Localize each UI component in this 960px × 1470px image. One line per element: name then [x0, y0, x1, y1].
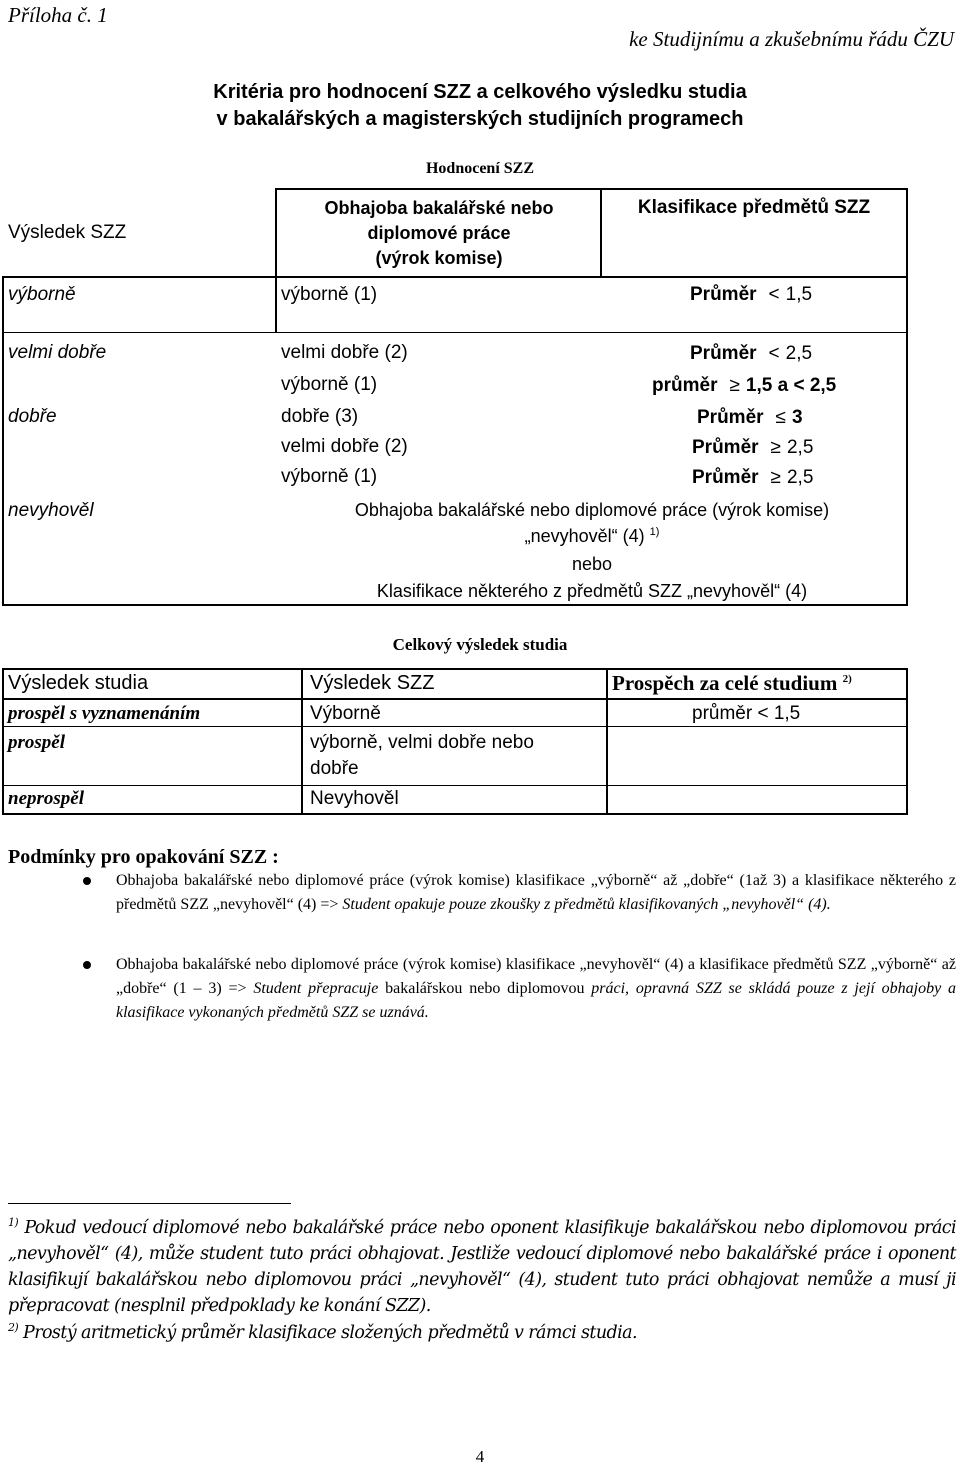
bullet-icon — [83, 961, 91, 969]
annex-label: Příloha č. 1 — [8, 3, 108, 27]
szz-result-cell: výborně, velmi dobře nebo — [310, 732, 534, 753]
grade-cell: průměr < 1,5 — [692, 703, 801, 724]
study-result-cell: prospěl s vyznamenáním — [8, 703, 201, 724]
szz-header-bottom-rule — [2, 276, 908, 278]
szz-result-cell: nevyhověl — [8, 500, 94, 521]
szz-defense-cell: velmi dobře (2) — [281, 436, 408, 457]
overall-col-divider — [606, 668, 608, 815]
szz-result-cell: dobře — [8, 406, 57, 427]
szz-defense-cell: velmi dobře (2) — [281, 342, 408, 363]
condition-item: Obhajoba bakalářské nebo diplomové práce (výrok komise) klasifikace „výborně“ až „dobře“ (1až 3) a klasifikace některého z předmětů SZZ „nevyhověl“ (4) => Student opakuje pouze zkoušky z předmětů klasifikovaných „nevyhověl“ (4). — [116, 872, 956, 913]
overall-section-title: Celkový výsledek studia — [392, 635, 568, 654]
footnote-separator — [8, 1203, 291, 1204]
szz-average-cell: Průměr ≥ 2,5 — [692, 437, 814, 458]
szz-result-cell: výborně — [8, 284, 76, 305]
szz-result-cell: Nevyhověl — [310, 788, 399, 809]
fail-condition-line: Obhajoba bakalářské nebo diplomové práce (výrok komise) — [354, 500, 830, 520]
szz-average-cell: Průměr ≤ 3 — [697, 407, 803, 428]
szz-result-cell-line2: dobře — [310, 758, 359, 779]
regulation-reference: ke Studijnímu a zkušebnímu řádu ČZU — [629, 27, 954, 51]
overall-right-border — [906, 668, 908, 815]
bullet-icon — [83, 877, 91, 885]
szz-right-border — [906, 188, 908, 606]
col-header-szz-result: Výsledek SZZ — [310, 672, 435, 694]
szz-result-cell: velmi dobře — [8, 342, 107, 363]
overall-row-rule — [2, 785, 908, 786]
overall-header-rule — [2, 698, 908, 700]
page-title: Kritéria pro hodnocení SZZ a celkového výsledku studia — [213, 81, 747, 103]
overall-bottom-rule — [2, 813, 908, 815]
szz-defense-cell: dobře (3) — [281, 406, 359, 427]
footnote-1: $^{1)}$ Pokud vedoucí diplomové nebo bakalářské práce nebo oponent klasifikuje bakalářskou nebo diplomovou práci „nevyhověl“ (4), může student tuto práci obhajovat. Jestliže vedoucí diplomové nebo bakalářské práce i oponent klasifikují bakalářskou nebo diplomovou práci „nevyhověl“ (4), student tuto práci obhajovat nemůže a musí ji přepracovat (nesplnil předpoklady ke konání SZZ). — [8, 1216, 956, 1316]
szz-average-cell: Průměr ≥ 2,5 — [692, 467, 814, 488]
szz-defense-cell: výborně (1) — [281, 284, 378, 305]
fail-condition-line: „nevyhověl“ (4) $^{1)}$ — [524, 526, 660, 546]
footnote-2: $^{2)}$ Prostý aritmetický průměr klasifikace složených předmětů v rámci studia. — [8, 1321, 637, 1343]
col-header-defense-line3: (výrok komise) — [375, 248, 503, 268]
condition-item: Obhajoba bakalářské nebo diplomové práce (výrok komise) klasifikace „nevyhověl“ (4) a klasifikace předmětů SZZ „výborně“ až „dobře“ (1 – 3) => Student přepracuje bakalářskou nebo diplomovou práci, opravná SZZ se skládá pouze z její obhajoby a klasifikace vykonaných předmětů SZZ se uznává. — [116, 956, 956, 1021]
szz-result-cell: Výborně — [310, 703, 381, 724]
szz-defense-cell: výborně (1) — [281, 466, 378, 487]
col-header-study-result: Výsledek studia — [8, 672, 149, 694]
overall-top-rule — [2, 668, 908, 670]
szz-header-rule — [275, 188, 907, 190]
col-header-grade: Prospěch za celé studium $^{2)}$ — [612, 671, 852, 695]
page-number: 4 — [475, 1447, 485, 1466]
szz-left-border — [2, 276, 4, 606]
overall-col-divider — [301, 668, 303, 815]
col-header-defense-line2: diplomové práce — [367, 223, 511, 243]
page-subtitle: v bakalářských a magisterských studijních programech — [216, 108, 744, 130]
col-header-result: Výsledek SZZ — [8, 222, 127, 243]
fail-condition-line: Klasifikace některého z předmětů SZZ „nevyhověl“ (4) — [376, 581, 808, 601]
overall-row-rule — [2, 726, 908, 727]
conditions-title: Podmínky pro opakování SZZ : — [8, 846, 279, 868]
col-header-subjects: Klasifikace předmětů SZZ — [637, 197, 871, 218]
study-result-cell: prospěl — [8, 732, 65, 753]
szz-defense-cell: výborně (1) — [281, 374, 378, 395]
szz-group-header: Hodnocení SZZ — [425, 160, 535, 177]
szz-col-divider — [275, 188, 277, 332]
study-result-cell: neprospěl — [8, 788, 84, 809]
col-header-defense: Obhajoba bakalářské nebo — [324, 198, 554, 218]
fail-condition-line: nebo — [571, 554, 613, 574]
szz-average-cell: průměr ≥ 1,5 a < 2,5 — [652, 375, 837, 396]
szz-average-cell: Průměr < 1,5 — [690, 284, 813, 305]
szz-average-cell: Průměr < 2,5 — [690, 343, 813, 364]
szz-bottom-rule — [2, 604, 908, 606]
szz-row-rule — [2, 332, 908, 333]
overall-left-border — [2, 668, 4, 815]
